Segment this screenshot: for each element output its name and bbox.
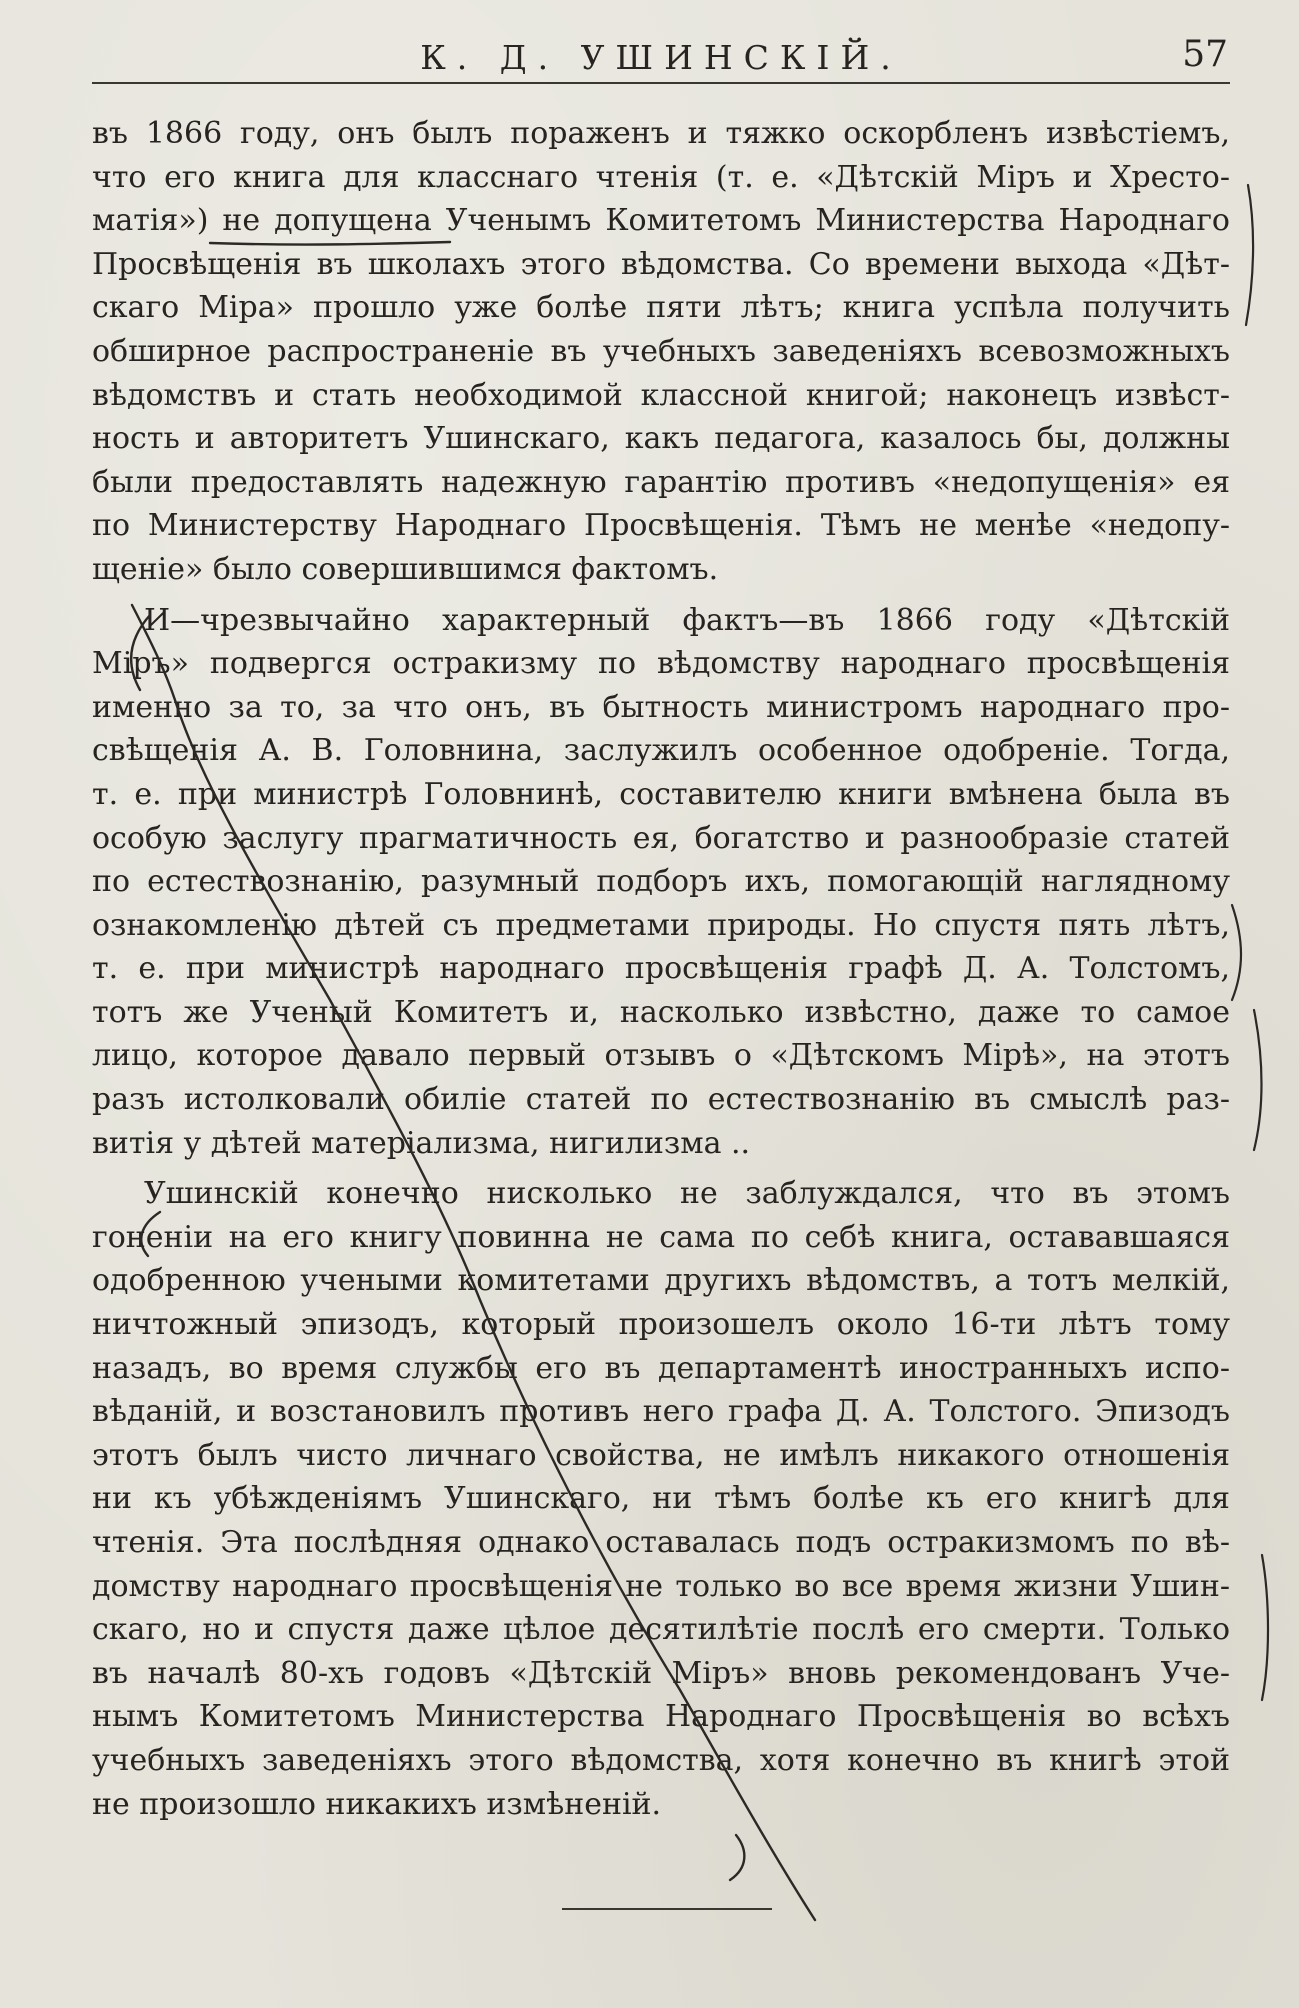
paragraph-1 (92, 112, 1230, 592)
pencil-close-paren (730, 1835, 744, 1880)
text-line: домству народнаго просвѣщенія не только во все время жизни Ушин- (92, 1568, 1230, 1604)
text-line: скаго, но и спустя даже цѣлое десятилѣтіе послѣ его смерти. Только (92, 1612, 1230, 1648)
text-line: ни къ убѣжденіямъ Ушинскаго, ни тѣмъ болѣе къ его книгѣ для (92, 1481, 1230, 1517)
text-line: этотъ былъ чисто личнаго свойства, не имѣлъ никакого отношенія (92, 1437, 1230, 1473)
text-line: обширное распространеніе въ учебныхъ заведеніяхъ всевозможныхъ (92, 333, 1230, 369)
text-line: именно за то, за что онъ, въ бытность министромъ народнаго про- (92, 689, 1230, 725)
text-line: т. е. при министрѣ Головнинѣ, составителю книги вмѣнена была въ (92, 776, 1230, 812)
text-line: ность и авторитетъ Ушинскаго, какъ педагога, казалось бы, должны (92, 421, 1230, 457)
running-head (92, 32, 1230, 84)
text-line: свѣщенія А. В. Головнина, заслужилъ особенное одобреніе. Тогда, (92, 733, 1230, 769)
text-line: въ началѣ 80-хъ годовъ «Дѣтскій Міръ» вновь рекомендованъ Уче- (92, 1655, 1230, 1691)
pencil-bracket-right-2 (1232, 905, 1241, 1000)
text-line: были предоставлять надежную гарантію противъ «недопущенія» ея (92, 464, 1230, 500)
text-line: разъ истолковали обиліе статей по естествознанію въ смыслѣ раз- (92, 1082, 1230, 1118)
text-line: Ушинскій конечно нисколько не заблуждался, что въ этомъ (144, 1176, 1230, 1212)
text-line: по Министерству Народнаго Просвѣщенія. Тѣмъ не менѣе «недопу- (92, 508, 1230, 544)
text-line: нымъ Комитетомъ Министерства Народнаго Просвѣщенія во всѣхъ (92, 1699, 1230, 1735)
text-line: щеніе» было совершившимся фактомъ. (92, 551, 719, 587)
text-line: одобренною учеными комитетами другихъ вѣдомствъ, а тотъ мелкій, (92, 1263, 1230, 1299)
pencil-bracket-right-3 (1254, 1010, 1262, 1150)
text-line: чтенія. Эта послѣдняя однако оставалась подъ остракизмомъ по вѣ- (92, 1525, 1230, 1560)
text-line: ознакомленію дѣтей съ предметами природы. Но спустя пять лѣтъ, (92, 907, 1230, 943)
pencil-bracket-right-4 (1262, 1555, 1268, 1700)
text-line: ничтожный эпизодъ, который произошелъ около 16-ти лѣтъ тому (92, 1307, 1230, 1343)
text-line: вѣданій, и возстановилъ противъ него графа Д. А. Толстого. Эпизодъ (92, 1394, 1230, 1430)
text-line: учебныхъ заведеніяхъ этого вѣдомства, хотя конечно въ книгѣ этой (92, 1742, 1230, 1778)
running-head-title: К. Д. УШИНСКІЙ. (420, 38, 902, 77)
text-line: Просвѣщенія въ школахъ этого вѣдомства. Со времени выхода «Дѣт- (92, 246, 1230, 282)
text-line: тотъ же Ученый Комитетъ и, насколько извѣстно, даже то самое (92, 994, 1230, 1030)
end-rule (562, 1908, 772, 1910)
text-line: гоненіи на его книгу повинна не сама по себѣ книга, остававшаяся (92, 1219, 1230, 1255)
text-line: назадъ, во время службы его въ департаментѣ иностранныхъ испо- (92, 1350, 1230, 1386)
text-line: не произошло никакихъ измѣненій. (92, 1786, 662, 1822)
text-line: т. е. при министрѣ народнаго просвѣщенія графѣ Д. А. Толстомъ, (92, 951, 1230, 987)
text-line: что его книга для класснаго чтенія (т. е. «Дѣтскій Міръ и Хресто- (92, 159, 1230, 195)
paragraph-3 (92, 1172, 1230, 1826)
text-line: по естествознанію, разумный подборъ ихъ, помогающій наглядному (92, 864, 1230, 900)
text-line: въ 1866 году, онъ былъ пораженъ и тяжко оскорбленъ извѣстіемъ, (92, 116, 1230, 151)
page-number: 57 (1182, 34, 1228, 75)
pencil-bracket-right (1246, 185, 1253, 325)
text-line: витія у дѣтей матеріализма, нигилизма .. (92, 1125, 751, 1161)
text-line: лицо, которое давало первый отзывъ о «Дѣтскомъ Мірѣ», на этотъ (92, 1038, 1230, 1074)
text-line: матія») не допущена Ученымъ Комитетомъ Министерства Народнаго (92, 203, 1230, 239)
paragraph-2 (92, 599, 1230, 1166)
text-line: особую заслугу прагматичность ея, богатство и разнообразіе статей (92, 820, 1230, 856)
body-text (92, 112, 1230, 1826)
text-line: Міръ» подвергся остракизму по вѣдомству народнаго просвѣщенія (92, 646, 1230, 682)
text-line: вѣдомствъ и стать необходимой классной книгой; наконецъ извѣст- (92, 377, 1230, 413)
text-line: И—чрезвычайно характерный фактъ—въ 1866 году «Дѣтскій (144, 602, 1230, 638)
text-line: скаго Міра» прошло уже болѣе пяти лѣтъ; книга успѣла получить (92, 290, 1230, 326)
